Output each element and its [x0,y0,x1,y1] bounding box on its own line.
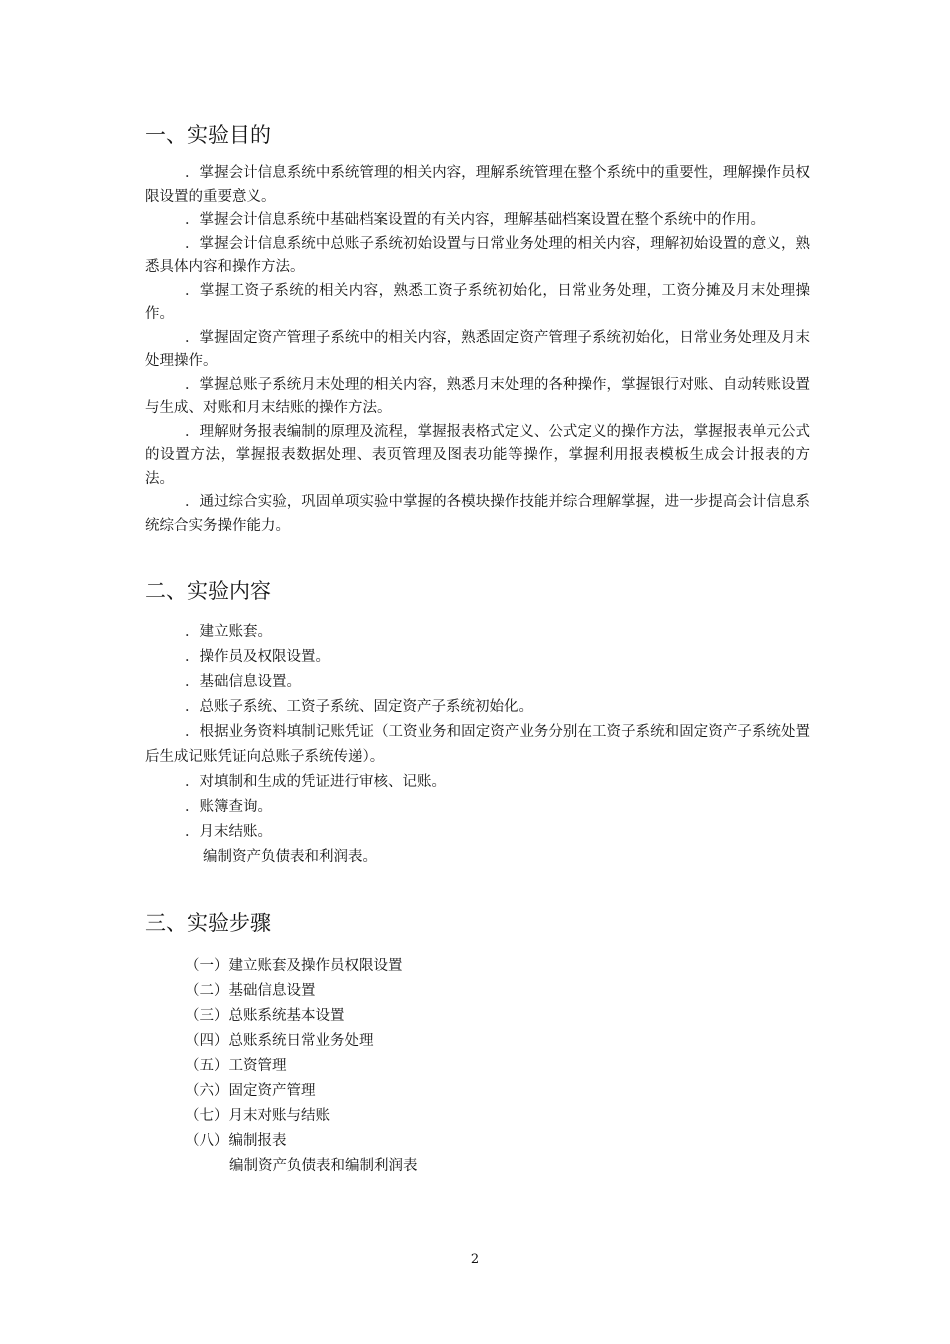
section-heading-content: 二、实验内容 [145,579,271,603]
objective-item: ．掌握工资子系统的相关内容，熟悉工资子系统初始化，日常业务处理，工资分摊及月末处理操作。 [145,282,810,322]
content-item: ．对填制和生成的凭证进行审核、记账。 [185,774,446,790]
step-item: （四）总账系统日常业务处理 [185,1033,374,1049]
page-number: 2 [470,1252,480,1267]
content-item: ．账簿查询。 [185,799,272,815]
step-item: （二）基础信息设置 [185,983,316,999]
objective-item: ．掌握会计信息系统中基础档案设置的有关内容，理解基础档案设置在整个系统中的作用。 [185,212,765,228]
objective-item: ．掌握固定资产管理子系统中的相关内容，熟悉固定资产管理子系统初始化，日常业务处理及月末处理操作。 [145,329,810,369]
content-list [145,620,810,870]
content-item: ．月末结账。 [185,824,272,840]
content-item: ．总账子系统、工资子系统、固定资产子系统初始化。 [185,699,533,715]
objectives-list [145,162,810,538]
step-sub-item: 编制资产负债表和编制利润表 [229,1158,418,1174]
content-last-line: 编制资产负债表和利润表。 [203,849,377,865]
section-heading-objectives: 一、实验目的 [145,123,271,147]
objective-item: ．掌握会计信息系统中总账子系统初始设置与日常业务处理的相关内容，理解初始设置的意义，熟悉具体内容和操作方法。 [145,235,810,275]
content-item: ．建立账套。 [185,624,272,640]
step-item: （三）总账系统基本设置 [185,1008,345,1024]
steps-list [145,954,810,1179]
content-item: ．基础信息设置。 [185,674,301,690]
page-content [145,118,810,1179]
step-item: （一）建立账套及操作员权限设置 [185,958,403,974]
content-item: ．根据业务资料填制记账凭证（工资业务和固定资产业务分别在工资子系统和固定资产子系统处置后生成记账凭证向总账子系统传递）。 [145,724,810,765]
objective-item: ．掌握会计信息系统中系统管理的相关内容，理解系统管理在整个系统中的重要性，理解操作员权限设置的重要意义。 [145,165,810,205]
step-item: （七）月末对账与结账 [185,1108,330,1124]
objective-item: ．理解财务报表编制的原理及流程，掌握报表格式定义、公式定义的操作方法，掌握报表单元公式的设置方法，掌握报表数据处理、表页管理及图表功能等操作，掌握利用报表模板生成会计报表的方法。 [145,423,810,487]
objective-item: ．掌握总账子系统月末处理的相关内容，熟悉月末处理的各种操作，掌握银行对账、自动转账设置与生成、对账和月末结账的操作方法。 [145,376,810,416]
step-item: （六）固定资产管理 [185,1083,316,1099]
step-item: （八）编制报表 [185,1133,287,1149]
step-item: （五）工资管理 [185,1058,287,1074]
section-heading-steps: 三、实验步骤 [145,911,271,935]
objective-item: ．通过综合实验，巩固单项实验中掌握的各模块操作技能并综合理解掌握，进一步提高会计信息系统综合实务操作能力。 [145,494,810,534]
content-item: ．操作员及权限设置。 [185,649,330,665]
